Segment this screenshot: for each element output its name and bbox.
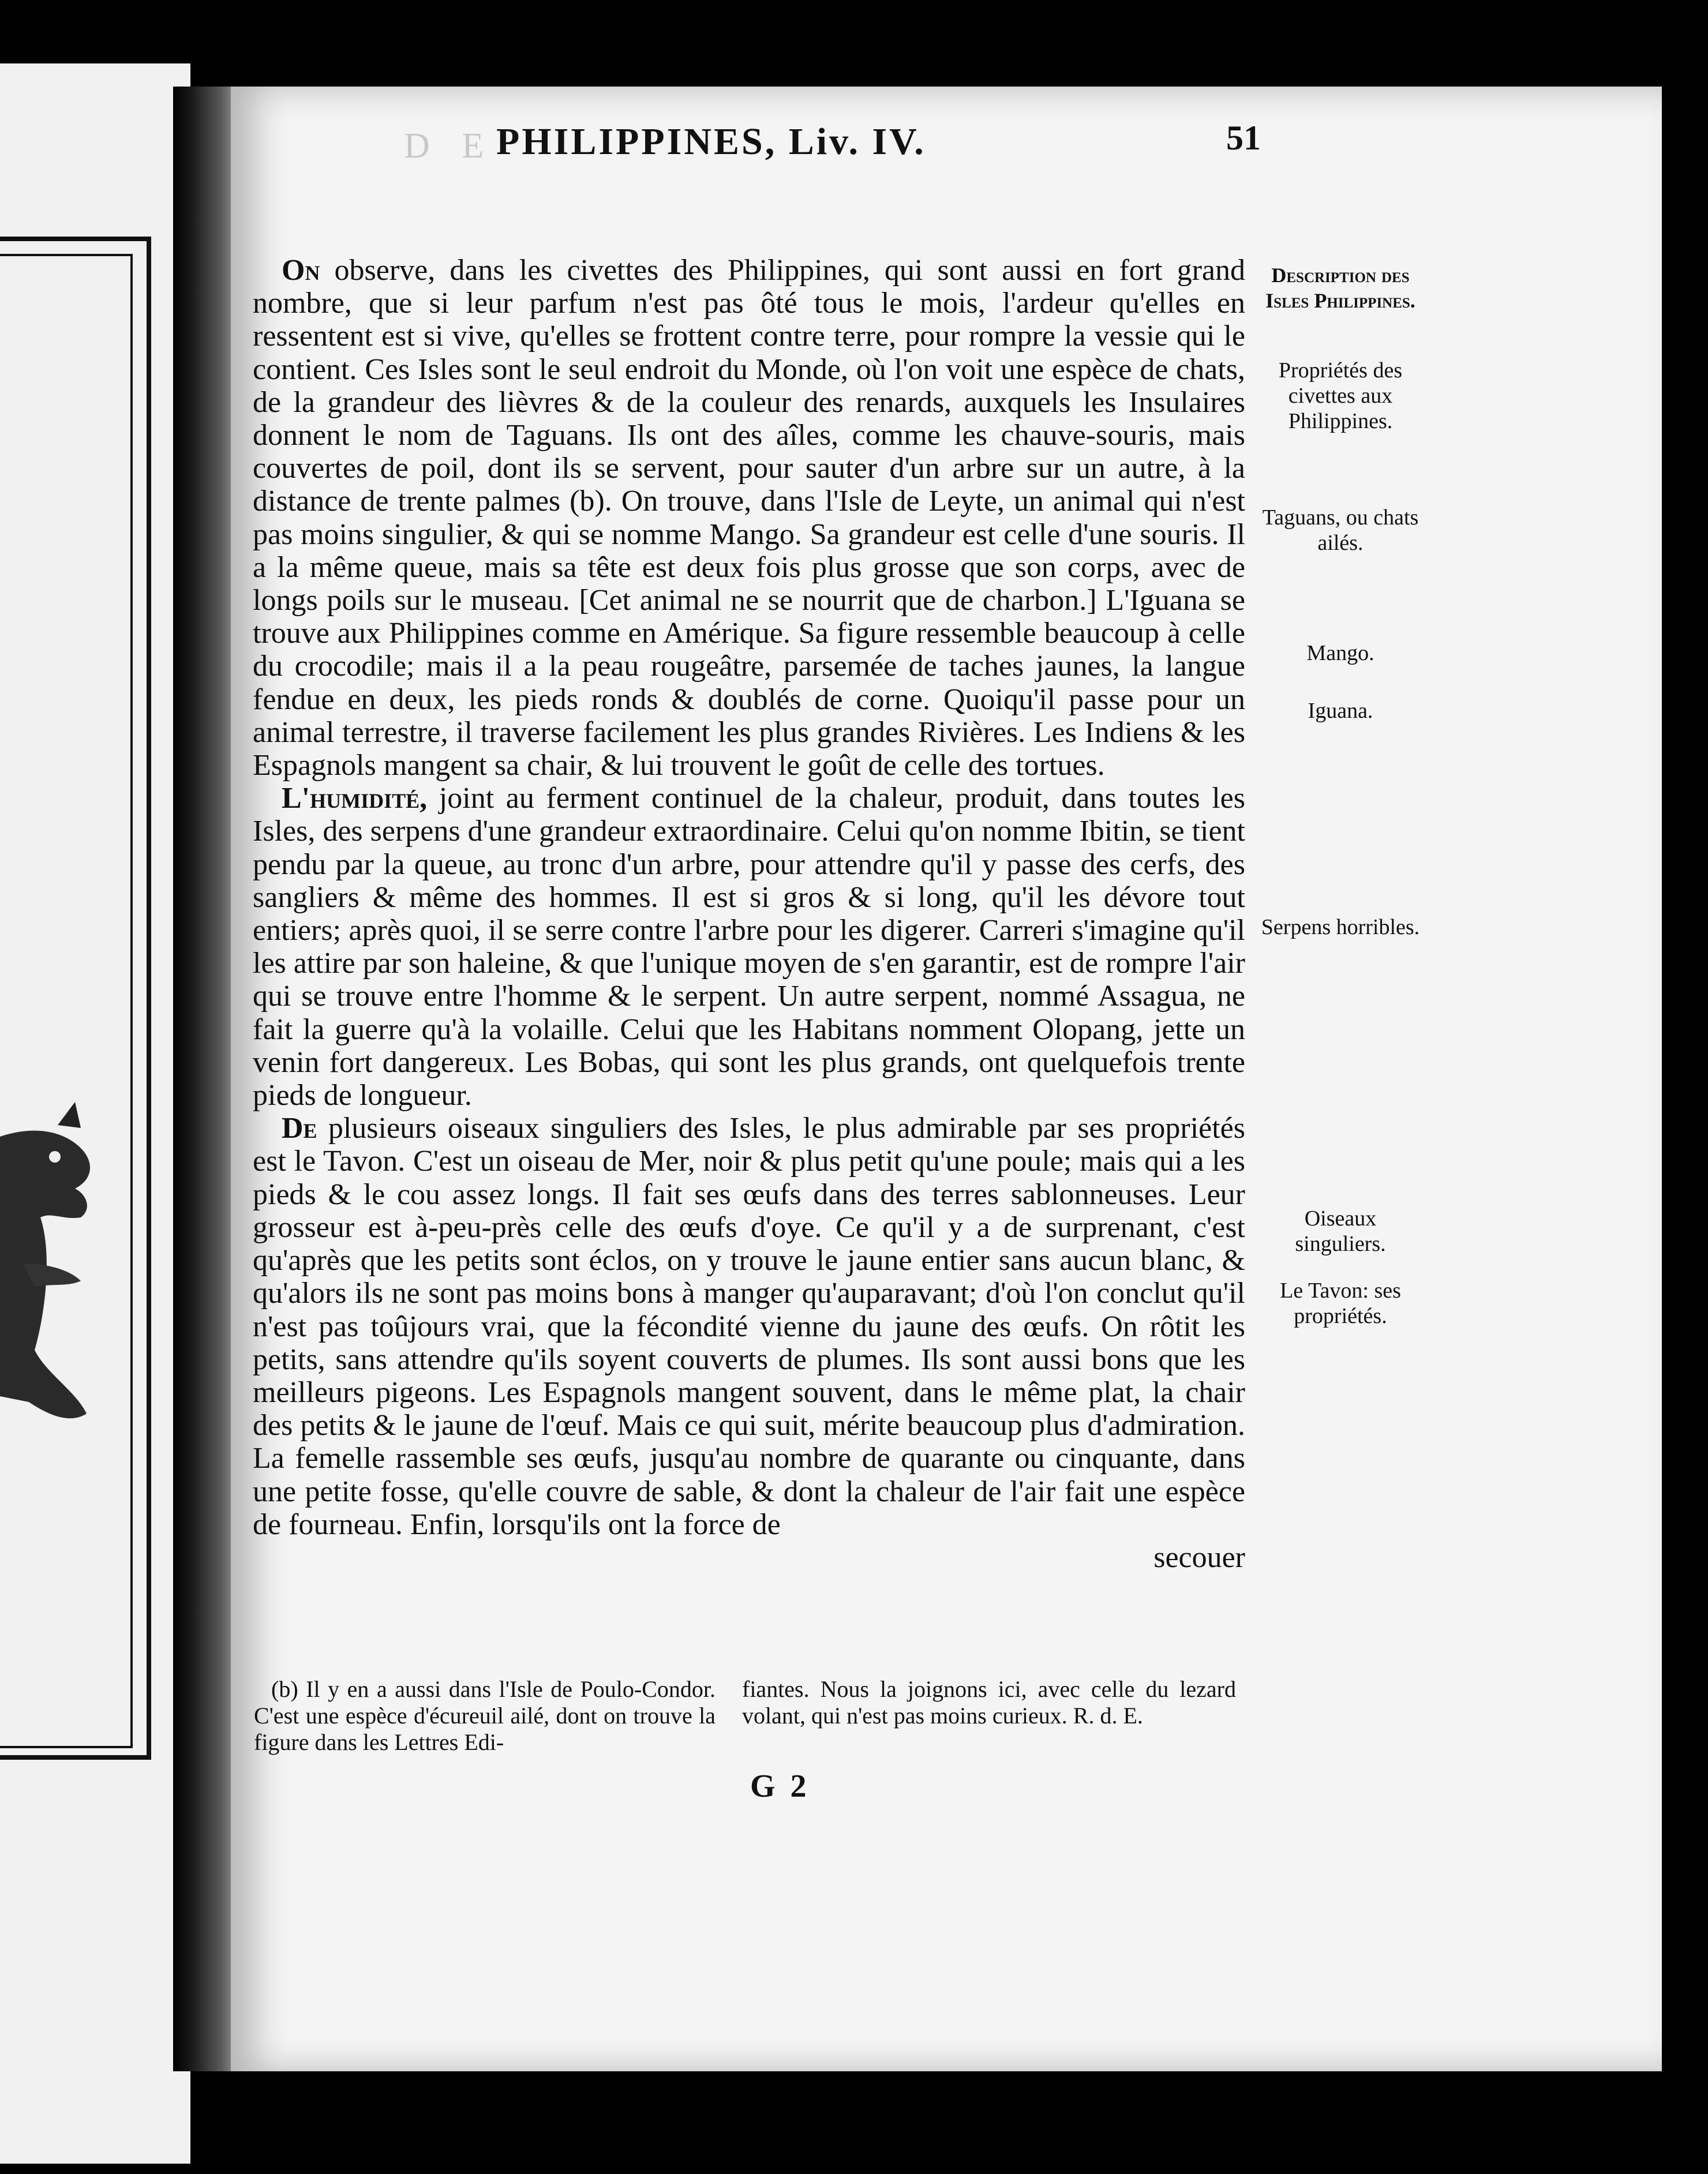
page-number: 51 [1226, 119, 1261, 157]
paragraph-lead: De [282, 1112, 317, 1145]
main-text [253, 254, 1245, 1574]
margin-note-description: Description des Isles Philippines. [1265, 264, 1415, 312]
margin-note-mango: Mango. [1306, 641, 1374, 665]
paragraph-oiseaux [253, 1112, 1245, 1541]
paragraph-lead: On [282, 254, 320, 287]
margin-note-iguana: Iguana. [1308, 699, 1373, 723]
footnote-b-part-1: (b) Il y en a aussi dans l'Isle de Poulo-Condor. C'est une espèce d'écureuil ailé, dont on trouve la figure dans les Lettres Edi- [254, 1676, 716, 1755]
facing-page [0, 63, 190, 2164]
running-title-text: PHILIPPINES, Liv. IV. [496, 121, 926, 163]
plate-frame [0, 237, 151, 1760]
running-title [496, 120, 926, 183]
footnote-b-part-2: fiantes. Nous la joignons ici, avec celle du lezard volant, qui n'est pas moins curieux. R. d. E. [742, 1676, 1236, 1729]
margin-note-serpens: Serpens horribles. [1261, 915, 1420, 939]
scan-border [0, 0, 1708, 87]
margin-note-oiseaux: Oiseaux singuliers. [1295, 1206, 1386, 1256]
paragraph-civettes [253, 254, 1245, 782]
margin-note-civettes: Propriétés des civettes aux Philippines. [1278, 358, 1403, 433]
signature-mark: G 2 [750, 1768, 810, 1804]
paragraph-lead: L'humidité, [282, 782, 428, 815]
margin-note-tavon: Le Tavon: ses propriétés. [1280, 1279, 1401, 1328]
show-through-text: D E [404, 126, 496, 166]
paragraph-text: observe, dans les civettes des Philippines, qui sont aussi en fort grand nombre, que si leur parfum n'est pas ôté tous le mois, l'ardeur qu'elles en ressentent est si vive, qu'elles se frottent contre terre, pour rompre la vessie qui le contient. Ces Isles sont le seul endroit du Monde, où l'on voit une espèce de chats, de la grandeur des lièvres & de la couleur des renards, auxquels les Insulaires donnent le nom de Taguans. Ils ont des aîles, comme les chauve-souris, mais couvertes de poil, dont ils se servent, pour sauter d'un arbre sur un autre, à la distance de trente palmes (b). On trouve, dans l'Isle de Leyte, un animal qui n'est pas moins singulier, & qui se nomme Mango. Sa grandeur est celle d'une souris. Il a la même queue, mais sa tête est deux fois plus grosse que son corps, avec de longs poils sur le museau. [Cet animal ne se nourrit que de charbon.] L'Iguana se trouve aux Philippines comme en Amérique. Sa figure ressemble beaucoup à celle du crocodile; mais il a la peau rougeâtre, parsemée de taches jaunes, la langue fendue en deux, les pieds ronds & doublés de corne. Quoiqu'il passe pour un animal terrestre, il traverse facilement les plus grandes Rivières. Les Indiens & les Espagnols mangent sa chair, & lui trouvent le goût de celle des tortues. [253, 254, 1245, 782]
paragraph-serpens [253, 782, 1245, 1112]
paragraph-text: plusieurs oiseaux singuliers des Isles, le plus admirable par ses propriétés est le Tavon. C'est un oiseau de Mer, noir & plus petit qu'une poule; mais qui a les pieds & le cou assez longs. Il fait ses œufs dans des terres sablonneuses. Leur grosseur est à-peu-près celle des œufs d'oye. Ce qu'il y a de surprenant, c'est qu'après que les petits sont éclos, on y trouve le jaune entier sans aucun blanc, & qu'alors ils ne sont pas moins bons à manger qu'auparavant; d'où l'on conclut qu'il n'est pas toûjours vrai, que la fécondité vienne du jaune des œufs. On rôtit les petits, sans attendre qu'ils soyent couverts de plumes. Ils sont aussi bons que les meilleurs pigeons. Les Espagnols mangent souvent, dans le même plat, la chair des petits & le jaune de l'œuf. Mais ce qui suit, mérite beaucoup plus d'admiration. La femelle rassemble ses œufs, jusqu'au nombre de quarante ou cinquante, dans une petite fosse, qu'elle couvre de sable, & dont la chaleur de l'air fait une espèce de fourneau. Enfin, lorsqu'ils ont la force de [253, 1112, 1245, 1541]
squirrel-engraving-icon [0, 1102, 104, 1517]
paragraph-text: joint au ferment continuel de la chaleur, produit, dans toutes les Isles, des serpens d'une grandeur extraordinaire. Celui qu'on nomme Ibitin, se tient pendu par la queue, au tronc d'un arbre, pour attendre qu'il y passe des cerfs, des sangliers & même des hommes. Il est si gros & si long, qu'il les dévore tout entiers; après quoi, il se serre contre l'arbre pour les digerer. Carreri s'imagine qu'il les attire par son haleine, & que l'unique moyen de s'en garantir, est de rompre l'air qui se trouve entre l'homme & le serpent. Un autre serpent, nommé Assagua, ne fait la guerre qu'à la volaille. Celui que les Habitans nomment Olopang, jette un venin fort dangereux. Les Bobas, qui sont les plus grands, ont quelquefois trente pieds de longueur. [253, 782, 1245, 1112]
catchword: secouer [1153, 1540, 1245, 1574]
plate-inner-frame [0, 254, 133, 1748]
margin-note-taguans: Taguans, ou chats ailés. [1262, 505, 1419, 555]
